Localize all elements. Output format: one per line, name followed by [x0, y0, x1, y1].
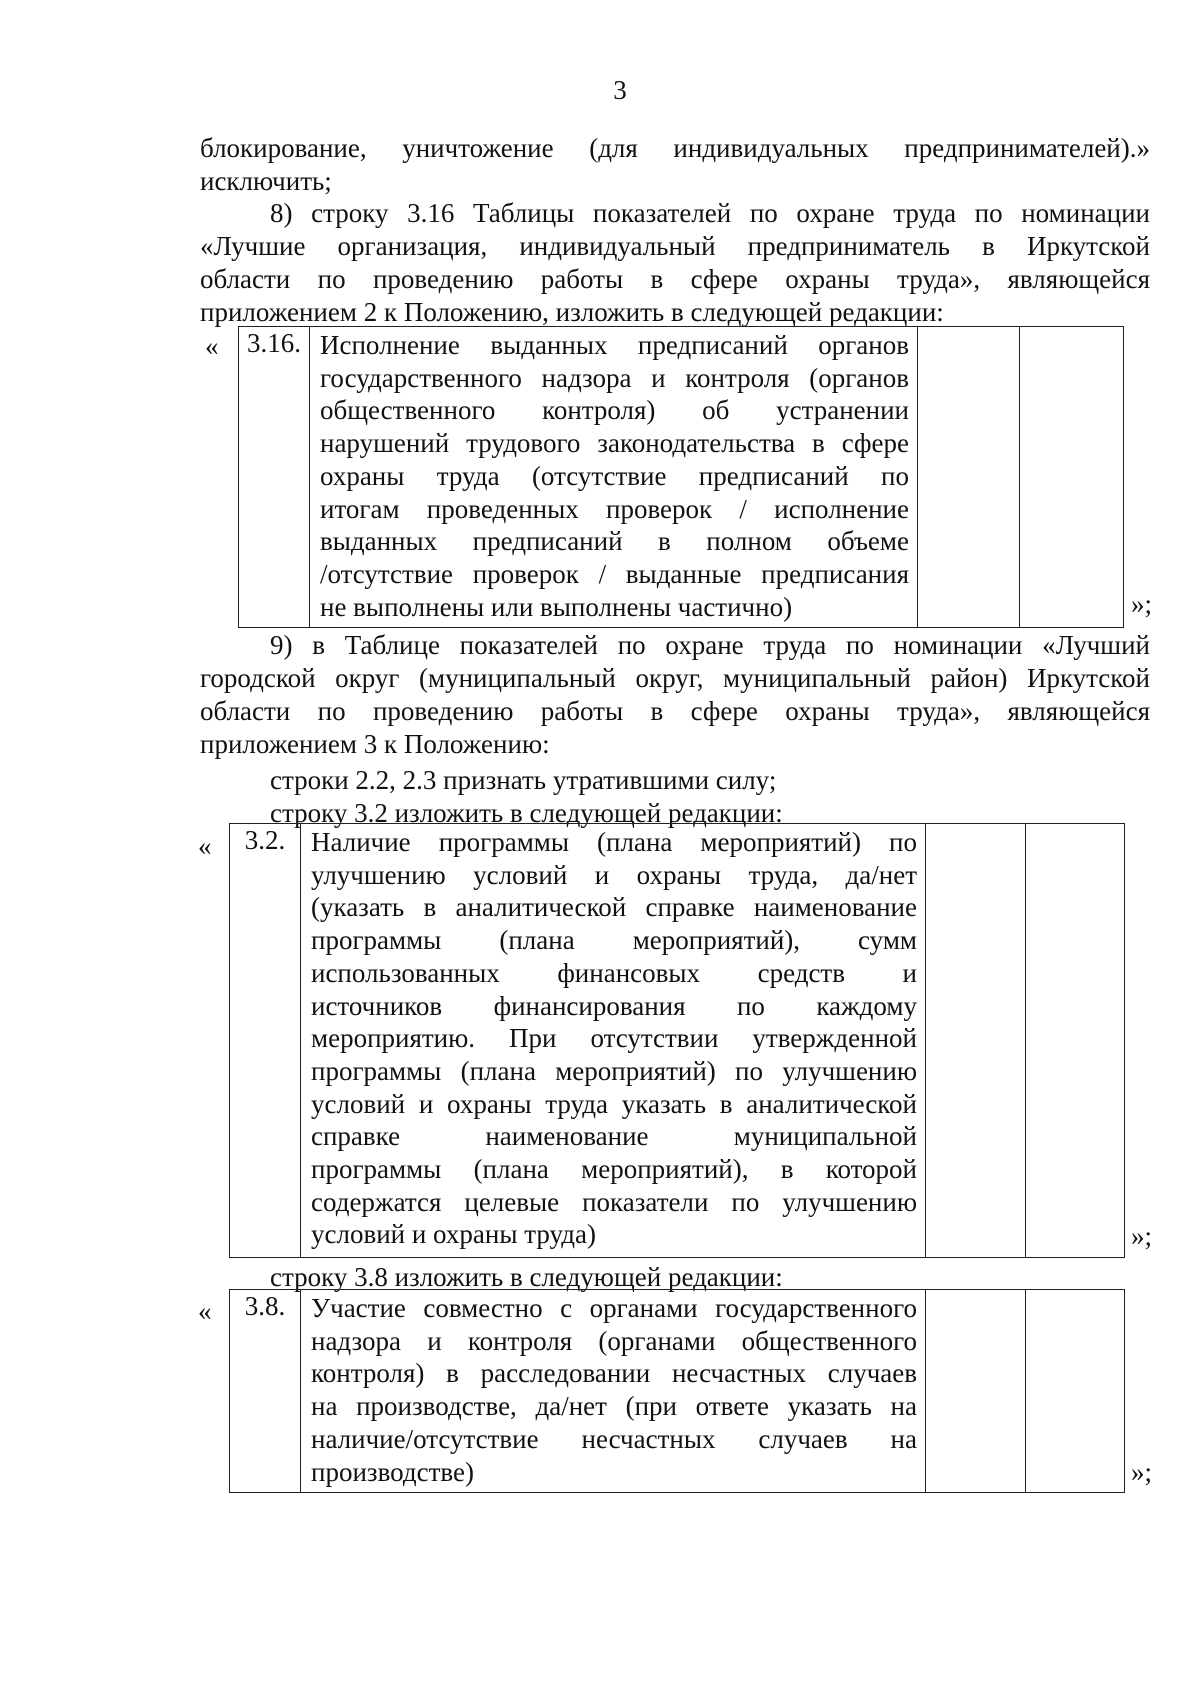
row-text-line: мероприятию. При отсутствии утвержденной — [311, 1023, 917, 1054]
row-description — [310, 327, 918, 628]
row-description — [301, 1290, 926, 1493]
row-table-3-2 — [229, 823, 1125, 1258]
row-text-line: (указать в аналитической справке наименование — [311, 892, 917, 923]
row-text-line: охраны труда (отсутствие предписаний по — [320, 460, 909, 491]
row-text-line: на производстве, да/нет (при ответе указать на — [311, 1391, 917, 1422]
row-table-3-8 — [229, 1289, 1125, 1493]
row32-intro-line: строку 3.2 изложить в следующей редакции: — [270, 798, 783, 828]
row-text-line: улучшению условий и охраны труда, да/нет — [311, 859, 917, 890]
row-text-line: условий и охраны труда указать в аналитической — [311, 1088, 917, 1119]
close-quote: »; — [1131, 589, 1153, 619]
empty-cell — [1026, 824, 1125, 1258]
para8-line-2: «Лучшие организация, индивидуальный предприниматель в Иркутской — [200, 231, 1150, 261]
row-text-line: общественного контроля) об устранении — [320, 395, 909, 426]
row-text-line: государственного надзора и контроля (органов — [320, 362, 909, 393]
row-text-line: контроля) в расследовании несчастных случаев — [311, 1358, 917, 1389]
row-text-line: /отсутствие проверок / выданные предписания — [320, 558, 909, 589]
para9-line-1: 9) в Таблице показателей по охране труда по номинации «Лучший — [270, 630, 1150, 660]
row-text-line: Участие совместно с органами государственного — [311, 1293, 917, 1323]
para8-line-3: области по проведению работы в сфере охраны труда», являющейся — [200, 264, 1150, 294]
close-quote: »; — [1131, 1457, 1153, 1487]
continuation-line-2: исключить; — [200, 166, 332, 196]
row-text-line: программы (плана мероприятий) по улучшению — [311, 1055, 917, 1086]
lost-force-line: строки 2.2, 2.3 признать утратившими силу; — [270, 765, 777, 795]
para8-line-4: приложением 2 к Положению, изложить в следующей редакции: — [200, 297, 944, 327]
row-text-line: содержатся целевые показатели по улучшению — [311, 1186, 917, 1217]
open-quote: « — [198, 831, 212, 861]
row-number: 3.16. — [239, 327, 310, 628]
row-text-line: Исполнение выданных предписаний органов — [320, 330, 909, 360]
para9-line-3: области по проведению работы в сфере охраны труда», являющейся — [200, 696, 1150, 726]
open-quote: « — [205, 331, 219, 361]
row-number: 3.8. — [230, 1290, 301, 1493]
row-text-line: программы (плана мероприятий), сумм — [311, 925, 917, 956]
row-text-line: нарушений трудового законодательства в сфере — [320, 428, 909, 459]
para9-line-4: приложением 3 к Положению: — [200, 729, 550, 759]
row-description — [301, 824, 926, 1258]
row-text-line: использованных финансовых средств и — [311, 957, 917, 988]
para8-line-1: 8) строку 3.16 Таблицы показателей по охране труда по номинации — [270, 198, 1150, 228]
empty-cell — [1020, 327, 1124, 628]
row-number: 3.2. — [230, 824, 301, 1258]
empty-cell — [926, 824, 1026, 1258]
row-table-3-16 — [238, 326, 1124, 628]
open-quote: « — [198, 1296, 212, 1326]
empty-cell — [918, 327, 1020, 628]
row-text-line: условий и охраны труда) — [311, 1219, 596, 1250]
page-number: 3 — [613, 75, 627, 105]
row-text-line: производстве) — [311, 1456, 474, 1487]
row-text-line: Наличие программы (плана мероприятий) по — [311, 827, 917, 857]
empty-cell — [1026, 1290, 1125, 1493]
row-text-line: источников финансирования по каждому — [311, 990, 917, 1021]
row38-intro-line: строку 3.8 изложить в следующей редакции: — [270, 1262, 783, 1292]
row-text-line: выданных предписаний в полном объеме — [320, 526, 909, 557]
row-text-line: надзора и контроля (органами общественного — [311, 1325, 917, 1356]
row-text-line: наличие/отсутствие несчастных случаев на — [311, 1423, 917, 1454]
para9-line-2: городской округ (муниципальный округ, муниципальный район) Иркутской — [200, 663, 1150, 693]
row-text-line: итогам проведенных проверок / исполнение — [320, 493, 909, 524]
close-quote: »; — [1131, 1221, 1153, 1251]
row-text-line: программы (плана мероприятий), в которой — [311, 1154, 917, 1185]
empty-cell — [926, 1290, 1026, 1493]
continuation-line-1: блокирование, уничтожение (для индивидуальных предпринимателей).» — [200, 133, 1150, 163]
row-text-line: не выполнены или выполнены частично) — [320, 591, 793, 622]
row-text-line: справке наименование муниципальной — [311, 1121, 917, 1152]
